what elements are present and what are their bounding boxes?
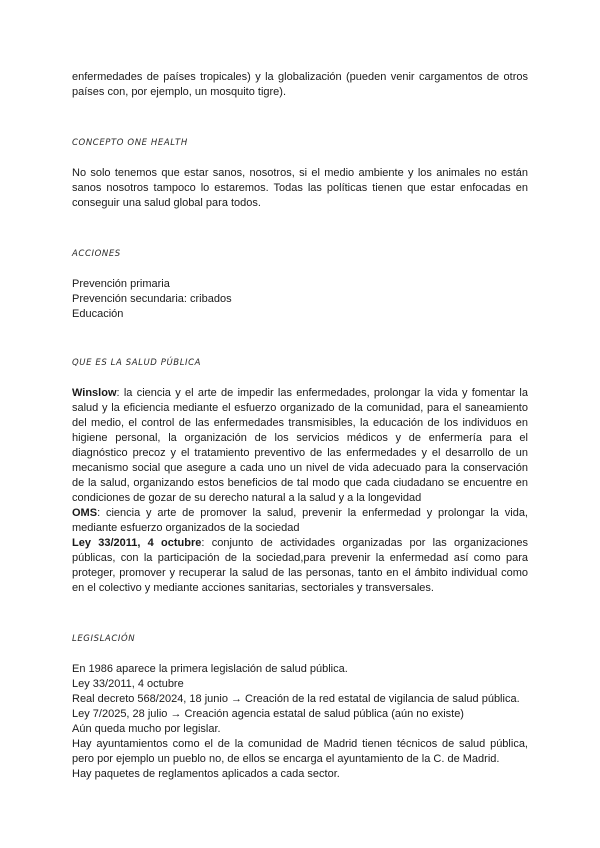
definition-term: Winslow bbox=[72, 387, 117, 399]
legislacion-line: Aún queda mucho por legislar. bbox=[72, 723, 221, 735]
one-health-paragraph: No solo tenemos que estar sanos, nosotros, si el medio ambiente y los animales no están sanos nosotros tampoco lo estaremos. Todas las políticas tienen que estar enfocadas en conseguir una salud global para todos. bbox=[72, 167, 528, 209]
intro-paragraph: enfermedades de países tropicales) y la globalización (pueden venir cargamentos de otros países con, por ejemplo, un mosquito tigre). bbox=[72, 71, 528, 98]
definition-oms bbox=[72, 506, 528, 536]
heading-legislacion: LEGISLACIÓN bbox=[72, 634, 136, 644]
heading-salud-publica: QUE ES LA SALUD PÚBLICA bbox=[72, 358, 202, 368]
acciones-item: Prevención secundaria: cribados bbox=[72, 293, 232, 305]
heading-acciones: ACCIONES bbox=[72, 249, 121, 259]
definition-text: : la ciencia y el arte de impedir las enfermedades, prolongar la vida y fomentar la salud y la eficiencia mediante el esfuerzo organizado de la comunidad, para el saneamiento del medio, el control de las enfermedades transmisibles, la educación de los individuos en higiene personal, la organización de los servicios médicos y de enfermería para el diagnóstico precoz y el tratamiento preventivo de las enfermedades y el desarrollo de un mecanismo social que asegure a cada uno un nivel de vida adecuado para la conservación de la salud, organizando estos beneficios de tal modo que cada ciudadano se encuentre en condiciones de gozar de su derecho natural a la salud y a la longevidad bbox=[72, 387, 528, 504]
definition-text: : ciencia y arte de promover la salud, prevenir la enfermedad y prolongar la vida, mediante esfuerzo organizados de la sociedad bbox=[72, 507, 528, 534]
definition-ley bbox=[72, 536, 528, 596]
definition-text: : conjunto de actividades organizadas por las organizaciones públicas, con la participación de la sociedad,para prevenir la enfermedad así como para proteger, promover y recuperar la salud de las personas, tanto en el ámbito individual como en el colectivo y mediante acciones sanitarias, sectoriales y transversales. bbox=[72, 537, 528, 594]
acciones-item: Educación bbox=[72, 308, 124, 320]
heading-one-health: CONCEPTO ONE HEALTH bbox=[72, 138, 188, 148]
definition-term: OMS bbox=[72, 507, 98, 519]
legislacion-line: Hay ayuntamientos como el de la comunidad de Madrid tienen técnicos de salud pública, pero por ejemplo un pueblo no, de ellos se encarga el ayuntamiento de la C. de Madrid. bbox=[72, 738, 528, 765]
legislacion-line: Real decreto 568/2024, 18 junio → Creación de la red estatal de vigilancia de salud pública. bbox=[72, 693, 520, 705]
legislacion-line: En 1986 aparece la primera legislación de salud pública. bbox=[72, 663, 348, 675]
acciones-item: Prevención primaria bbox=[72, 278, 170, 290]
legislacion-lines bbox=[72, 662, 528, 782]
definitions bbox=[72, 386, 528, 596]
definition-term: Ley 33/2011, 4 octubre bbox=[72, 537, 202, 549]
legislacion-line: Hay paquetes de reglamentos aplicados a cada sector. bbox=[72, 768, 340, 780]
legislacion-line: Ley 7/2025, 28 julio → Creación agencia estatal de salud pública (aún no existe) bbox=[72, 708, 464, 720]
definition-winslow bbox=[72, 386, 528, 506]
acciones-list bbox=[72, 277, 528, 322]
legislacion-line: Ley 33/2011, 4 octubre bbox=[72, 678, 184, 690]
